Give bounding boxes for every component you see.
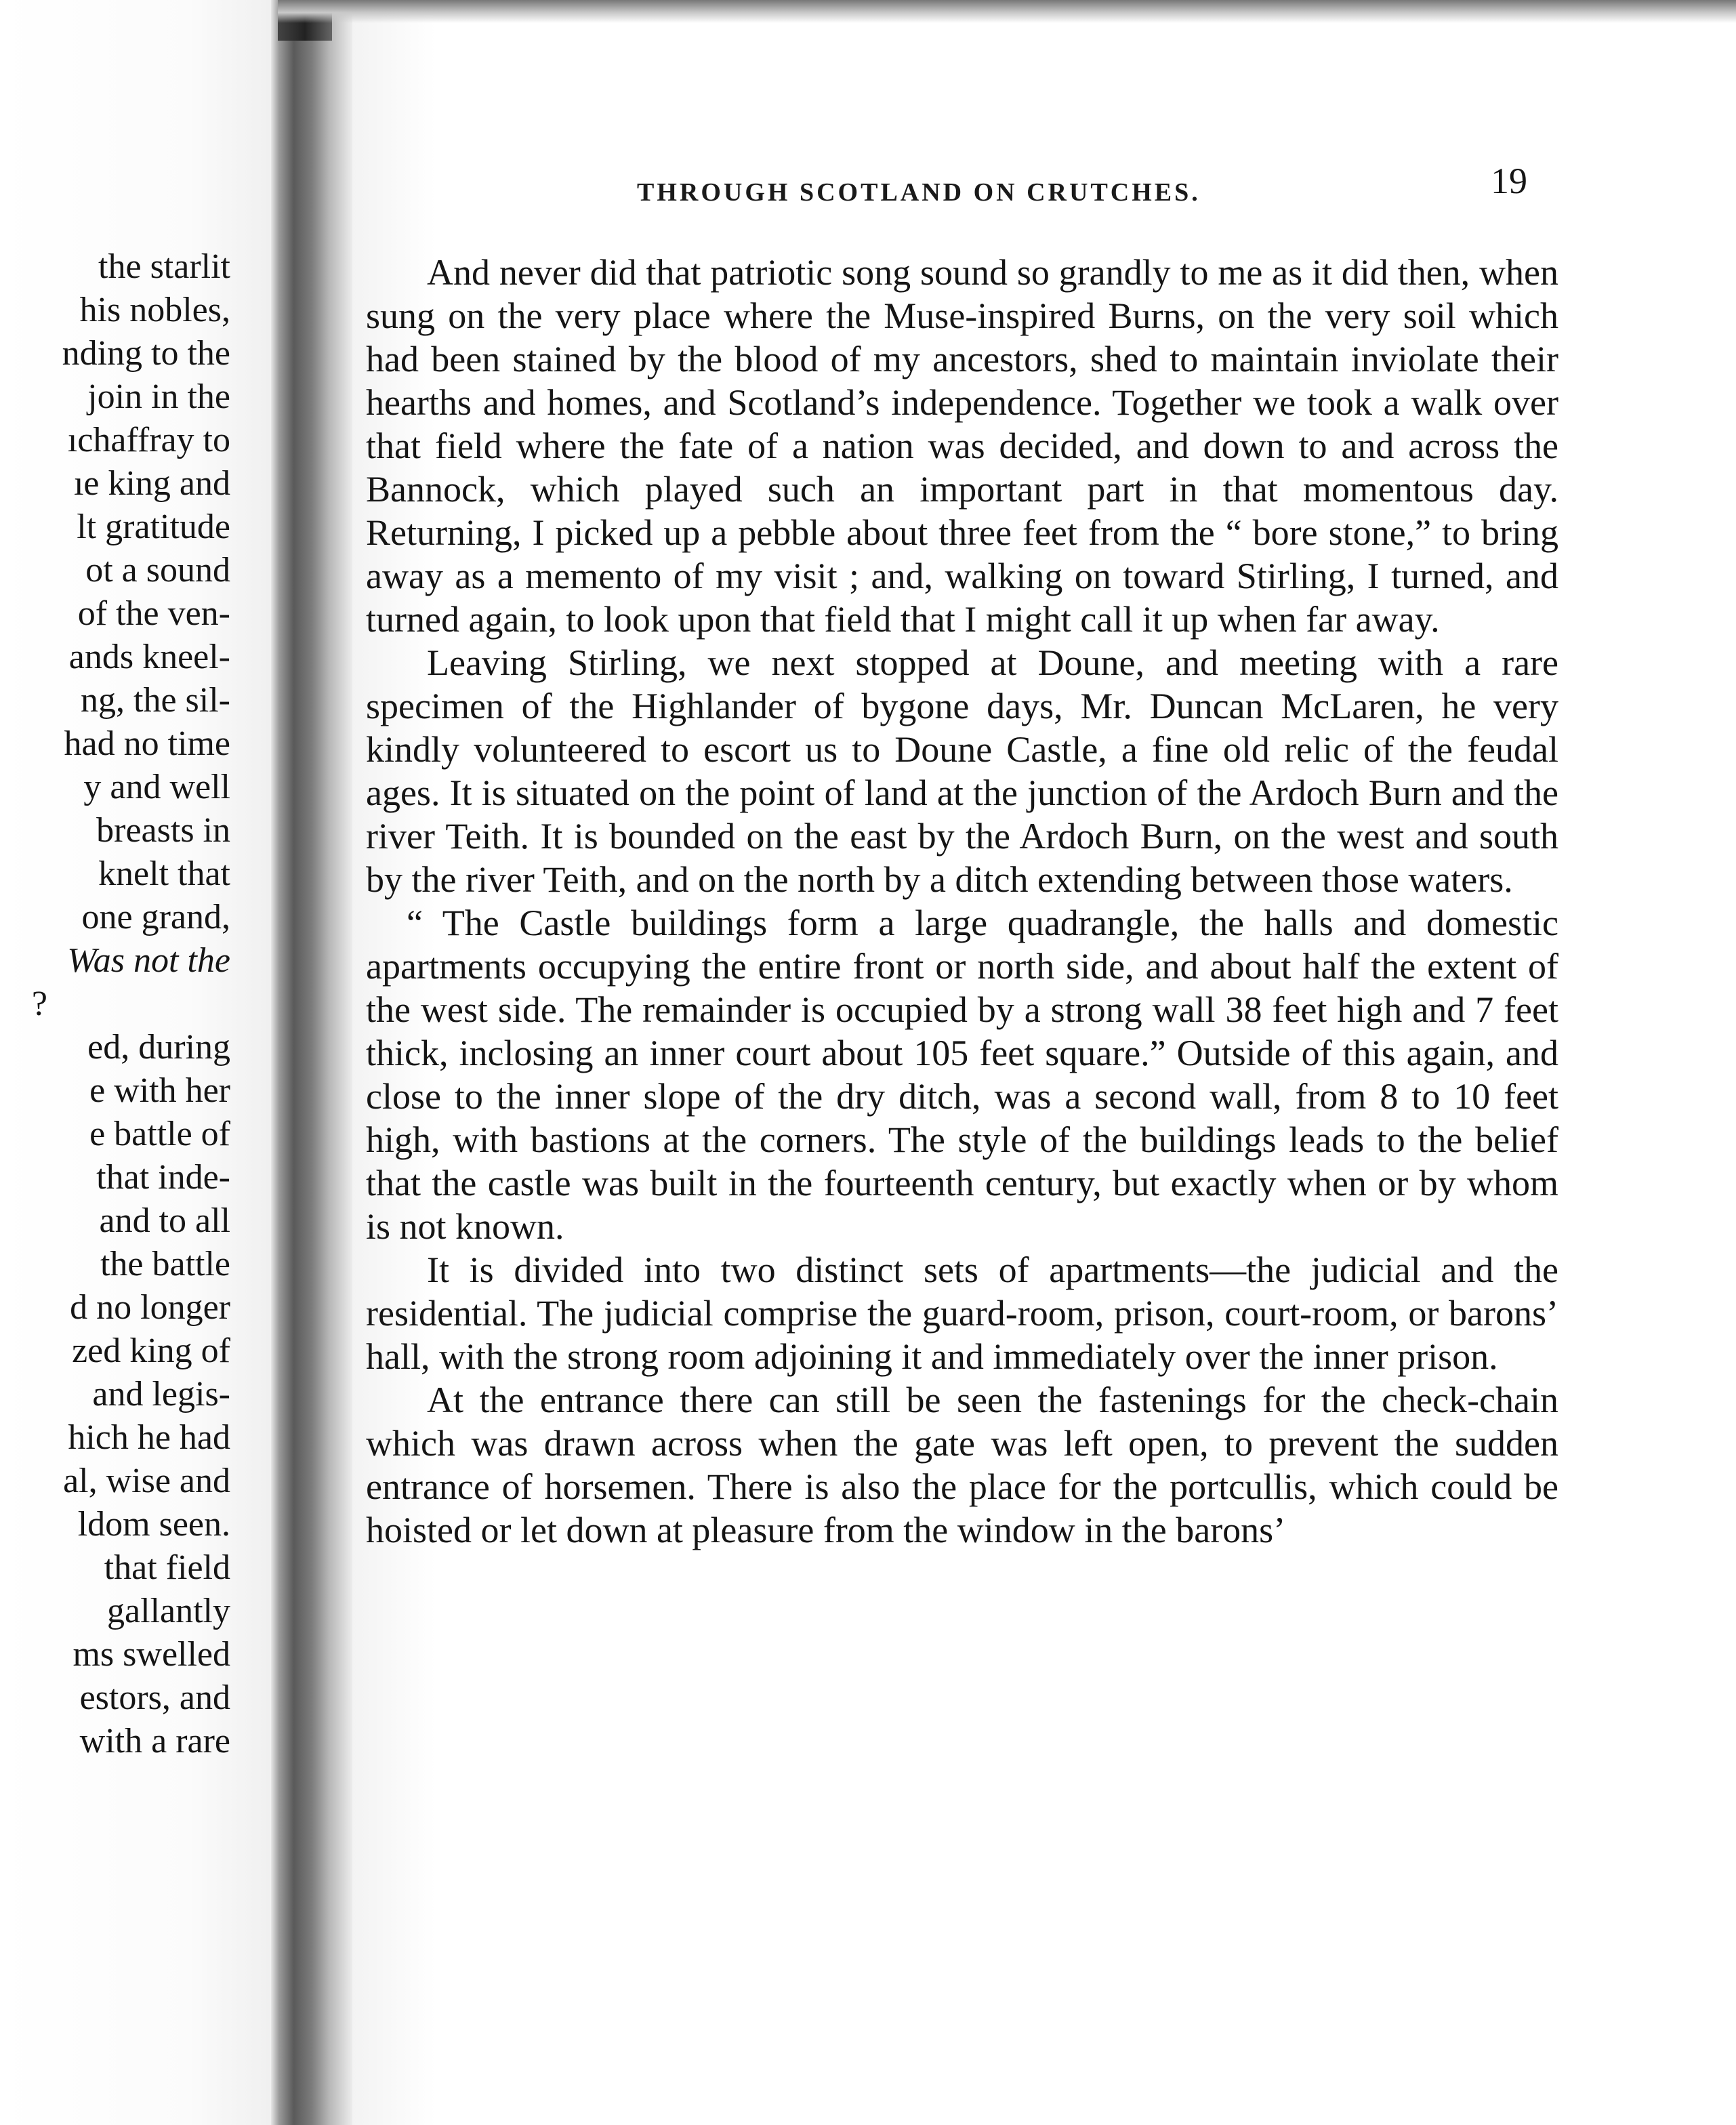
body-text <box>366 251 1558 1552</box>
left-page-line: gallantly <box>107 1592 230 1630</box>
left-page-line: y and well <box>83 768 230 806</box>
left-page-line: knelt that <box>98 854 230 893</box>
page-number: 19 <box>1491 161 1527 201</box>
paragraph: It is divided into two distinct sets of apartments—the judicial and the residential. The judicial comprise the guard-room, prison, court-room, or barons’ hall, with the strong room adjoining it and immediately over the inner prison. <box>366 1250 1558 1377</box>
left-page-line: of the ven- <box>77 594 230 633</box>
left-page-line: nding to the <box>62 334 230 373</box>
left-page-line: one grand, <box>81 898 230 936</box>
left-page-line: and to all <box>99 1201 230 1240</box>
left-page-line: ldom seen. <box>77 1505 230 1544</box>
running-head: THROUGH SCOTLAND ON CRUTCHES. <box>637 178 1201 207</box>
paragraph: At the entrance there can still be seen the fastenings for the check-chain which was drawn across when the gate was left open, to prevent the sudden entrance of horsemen. There is also the place for the portcullis, which could be hoisted or let down at pleasure from the window in the barons’ <box>366 1380 1558 1550</box>
left-page-line: that inde- <box>96 1158 230 1197</box>
left-page-line: al, wise and <box>63 1462 230 1500</box>
left-page-line: had no time <box>64 724 230 763</box>
left-page-line: e battle of <box>89 1115 230 1153</box>
left-page-line: ed, during <box>87 1028 230 1067</box>
left-page-line: hich he had <box>68 1418 230 1457</box>
left-page-line: ot a sound <box>85 551 230 590</box>
left-page-line: d no longer <box>70 1288 230 1327</box>
left-page-line: with a rare <box>79 1722 230 1760</box>
page-top-edge <box>278 0 1736 23</box>
left-page-line: e with her <box>89 1071 230 1110</box>
left-page-line: Was not the <box>67 941 230 980</box>
facing-page-left <box>0 0 271 2125</box>
left-page-line: ands kneel- <box>68 638 230 676</box>
left-page-line: ms swelled <box>73 1635 230 1674</box>
left-page-line: estors, and <box>79 1678 230 1717</box>
left-page-line: the starlit <box>98 247 230 286</box>
left-page-line: breasts in <box>96 811 230 850</box>
left-page-line: the battle <box>100 1245 230 1283</box>
left-page-line: his nobles, <box>79 291 230 329</box>
paragraph: And never did that patriotic song sound so grandly to me as it did then, when sung on the very place where the Muse-inspired Burns, on the very soil which had been stained by the blood of my ancestors, shed to maintain inviolate their hearths and homes, and Scotland’s independence. Together we took a walk over that field where the fate of a nation was decided, and down to and across the Bannock, which played such an important part in that momentous day. Returning, I picked up a pebble about three feet from the “ bore stone,” to bring away as a memento of my visit ; and, walking on toward Stirling, I turned, and turned again, to look upon that field that I might call it up when far away. <box>366 252 1558 640</box>
book-gutter <box>271 0 352 2125</box>
left-page-line: zed king of <box>72 1332 230 1370</box>
left-page-line: lt gratitude <box>77 508 230 546</box>
left-page-line: ng, the sil- <box>81 681 230 720</box>
paragraph: “ The Castle buildings form a large quadrangle, the halls and domestic apartments occupying the entire front or north side, and about half the extent of the west side. The remainder is occupied by a strong wall 38 feet high and 7 feet thick, inclosing an inner court about 105 feet square.” Outside of this again, and close to the inner slope of the dry ditch, was a second wall, from 8 to 10 feet high, with bastions at the corners. The style of the buildings leads to the belief that the castle was built in the fourteenth century, but exactly when or by whom is not known. <box>366 903 1558 1247</box>
left-page-line: ? <box>31 985 47 1023</box>
left-page-line: and legis- <box>92 1375 230 1414</box>
left-page-line: join in the <box>87 377 230 416</box>
left-page-line: that field <box>104 1548 230 1587</box>
left-page-line: ıe king and <box>73 464 230 503</box>
paragraph: Leaving Stirling, we next stopped at Doune, and meeting with a rare specimen of the Highlander of bygone days, Mr. Duncan McLaren, he very kindly volunteered to escort us to Doune Castle, a fine old relic of the feudal ages. It is situated on the point of land at the junction of the Ardoch Burn and the river Teith. It is bounded on the east by the Ardoch Burn, on the west and south by the river Teith, and on the north by a ditch extending between those waters. <box>366 642 1558 900</box>
left-page-line: ıchaffray to <box>67 421 230 459</box>
